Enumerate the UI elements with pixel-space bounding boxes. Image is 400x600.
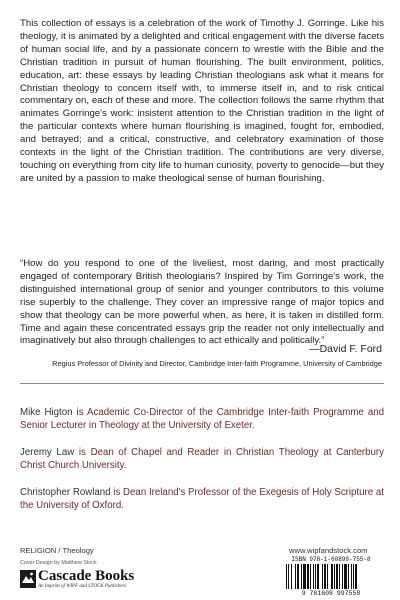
author-name: Jeremy Law — [20, 447, 75, 458]
publisher-website: www.wipfandstock.com — [289, 546, 368, 555]
author-bio-law — [20, 446, 384, 473]
publisher-logo — [20, 568, 135, 591]
endorser-title: Regius Professor of Divinity and Director, Cambridge Inter-faith Programme, University of Cambridge — [52, 359, 382, 368]
author-bio-higton — [20, 406, 384, 433]
author-name: Christopher Rowland — [20, 487, 111, 498]
author-bio: is Dean of Chapel and Reader in Christian Theology at Canterbury Christ Church University. — [20, 447, 384, 472]
endorsement-quote: “How do you respond to one of the liveliest, most daring, and most practically engaged of contemporary British theologians? Inspired by Tim Gorringe's work, the distinguished international group of senior and younger contributors to this volume rise superbly to the challenge. They cover an impressive range of major topics and show that theology can be more powerful when, as here, it is taken in distilled form. Time and again these concentrated essays grip the reader not only intellectually and imaginatively but also through challenges to act ethically and politically.” — [20, 258, 384, 347]
section-divider — [20, 383, 384, 384]
barcode-number: 9 781608 997558 — [301, 590, 361, 597]
author-bio: is Academic Co-Director of the Cambridge Inter-faith Programme and Senior Lecturer in Theology at the University of Exeter. — [20, 407, 384, 432]
cover-design-credit: Cover Design by Matthew Stock — [20, 560, 97, 566]
isbn-number: ISBN 978-1-60899-755-8 — [291, 556, 371, 563]
subject-category: RELIGION / Theology — [20, 546, 94, 555]
endorser-name: —David F. Ford — [309, 343, 382, 355]
author-name: Mike Higton — [20, 407, 73, 418]
publisher-imprint: An Imprint of WIPF and STOCK Publishers — [38, 584, 127, 589]
cascade-logo-icon — [20, 570, 36, 588]
isbn-barcode — [276, 556, 386, 598]
author-bio-rowland — [20, 486, 384, 513]
barcode-bars — [286, 564, 380, 589]
blurb-paragraph: This collection of essays is a celebration of the work of Timothy J. Gorringe. Like his theology, it is animated by a delighted and critical engagement with the diverse facets of human social life, and by a passionate concern to wrestle with the Bible and the Christian tradition in pursuit of human flourishing. The built environment, politics, education, art: these essays by leading Christian theologians ask what it means for Christian theology to concern itself with, to immerse itself in, and to risk critical commentary on, each of these and more. The collection follows the same rhythm that animates Gorringe's work: insistent attention to the Christian tradition in the light of the particular contexts where human flourishing is imagined, fought for, embodied, and betrayed; and a critical, constructive, and celebratory examination of those contexts in the light of the Christian tradition. The contributions are very diverse, touching on everything from city life to human curiosity, poverty to genocide—but they are united by a passion to make theological sense of human flourishing. — [20, 18, 384, 184]
publisher-name: Cascade Books — [38, 568, 135, 584]
author-bio: is Dean Ireland's Professor of the Exegesis of Holy Scripture at the University of Oxford. — [20, 487, 384, 512]
